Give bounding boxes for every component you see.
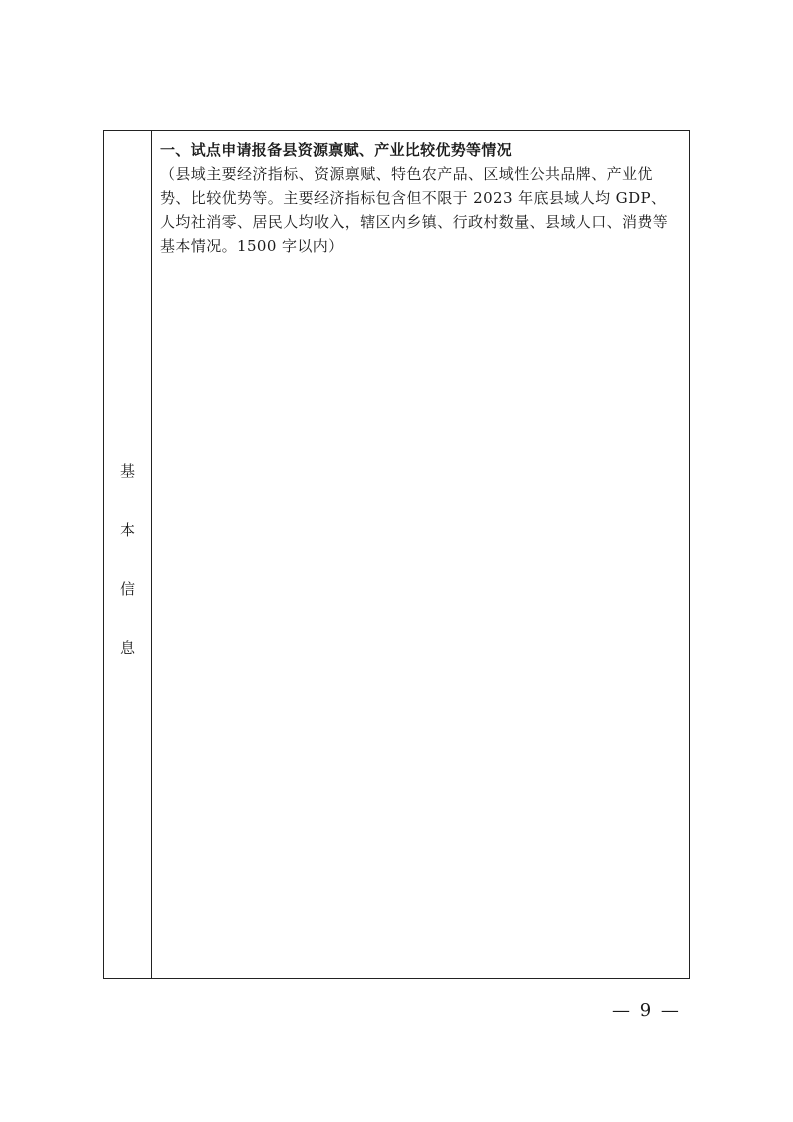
row-label [104,461,151,697]
row-label-char: 基 [119,462,135,480]
row-label-char: 息 [119,639,135,657]
section-description: （县域主要经济指标、资源禀赋、特色农产品、区域性公共品牌、产业优势、比较优势等。主要经济指标包含但不限于 2023 年底县域人均 GDP、人均社消零、居民人均收入，辖区内乡镇、行政村数量、县域人口、消费等基本情况。1500 字以内） [160,165,669,255]
basic-info-table [103,130,690,979]
row-label-cell [104,131,152,978]
content-cell[interactable] [152,131,689,978]
row-label-char: 本 [119,521,135,539]
section-title: 一、试点申请报备县资源禀赋、产业比较优势等情况 [160,141,512,159]
row-label-char: 信 [119,580,135,598]
page-number: — 9 — [612,1000,681,1021]
